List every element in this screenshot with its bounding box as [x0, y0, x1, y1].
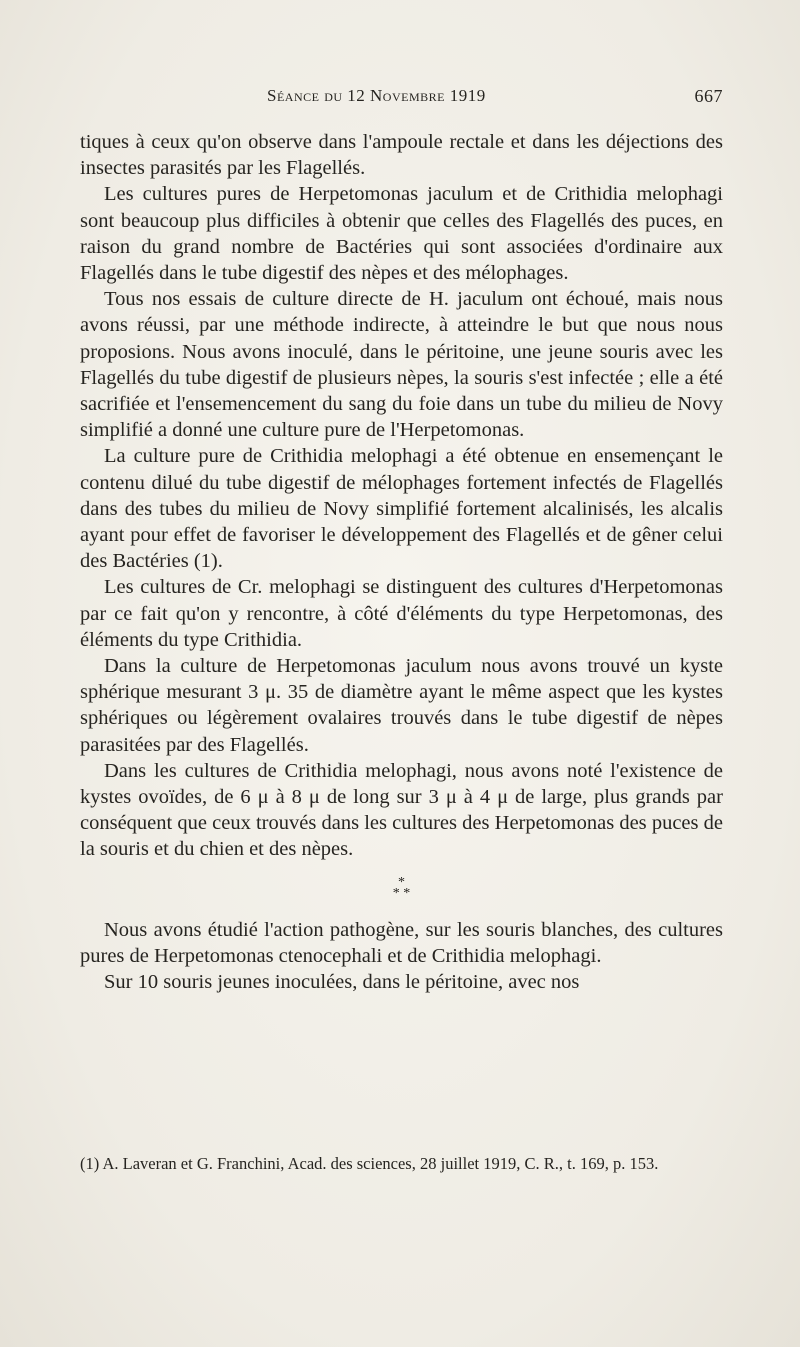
running-header [80, 86, 723, 112]
paragraph: tiques à ceux qu'on observe dans l'ampoule rectale et dans les déjections des insectes parasités par les Flagellés. [80, 131, 723, 180]
paragraph: Dans les cultures de Crithidia melophagi, nous avons noté l'existence de kystes ovoïdes, de 6 μ à 8 μ de long sur 3 μ à 4 μ de large, plus grands par conséquent que ceux trouvés dans les cultures des Herpetomonas des puces de la souris et du chien et des nèpes. [80, 759, 723, 861]
body-text [80, 129, 723, 995]
paragraph: Nous avons étudié l'action pathogène, sur les souris blanches, des cultures pures de Herpetomonas ctenocephali et de Crithidia melophagi. [80, 918, 723, 967]
footnote-text: A. Laveran et G. Franchini, Acad. des sciences, 28 juillet 1919, C. R., t. 169, p. 153. [102, 1154, 659, 1173]
paragraph: Les cultures pures de Herpetomonas jaculum et de Crithidia melophagi sont beaucoup plus difficiles à obtenir que celles des Flagellés des puces, en raison du grand nombre de Bactéries qui sont associées d'ordinaire aux Flagellés dans le tube digestif des nèpes et des mélophages. [80, 183, 723, 285]
paragraph: La culture pure de Crithidia melophagi a été obtenue en ensemençant le contenu dilué du tube digestif de mélophages fortement infectés de Flagellés dans des tubes du milieu de Novy simplifié fortement alcalinisés, les alcalis ayant pour effet de favoriser le développement des Flagellés et de gêner celui des Bactéries (1). [80, 445, 723, 573]
header-title: Séance du 12 Novembre 1919 [267, 86, 486, 105]
paragraph: Dans la culture de Herpetomonas jaculum nous avons trouvé un kyste sphérique mesurant 3 μ. 35 de diamètre ayant le même aspect que les kystes sphériques ou légèrement ovalaires trouvés dans le tube digestif de nèpes parasitées par des Flagellés. [80, 655, 723, 756]
footnote [80, 1152, 723, 1176]
section-separator [80, 874, 723, 901]
separator-star-top: * [398, 874, 405, 890]
footnote-marker: (1) [80, 1154, 100, 1173]
paragraph: Tous nos essais de culture directe de H. jaculum ont échoué, mais nous avons réussi, par une méthode indirecte, à atteindre le but que nous nous proposions. Nous avons inoculé, dans le péritoine, une jeune souris avec les Flagellés du tube digestif de plusieurs nèpes, la souris s'est infectée ; elle a été sacrifiée et l'ensemencement du sang du foie dans un tube du milieu de Novy simplifié a donné une culture pure de l'Herpetomonas. [80, 288, 723, 442]
paragraph: Sur 10 souris jeunes inoculées, dans le péritoine, avec nos [104, 971, 580, 994]
page-number: 667 [694, 86, 723, 106]
paragraph: Les cultures de Cr. melophagi se distinguent des cultures d'Herpetomonas par ce fait qu'on y rencontre, à côté d'éléments du type Herpetomonas, des éléments du type Crithidia. [80, 576, 723, 651]
separator-stars-bottom: * * [392, 885, 411, 901]
